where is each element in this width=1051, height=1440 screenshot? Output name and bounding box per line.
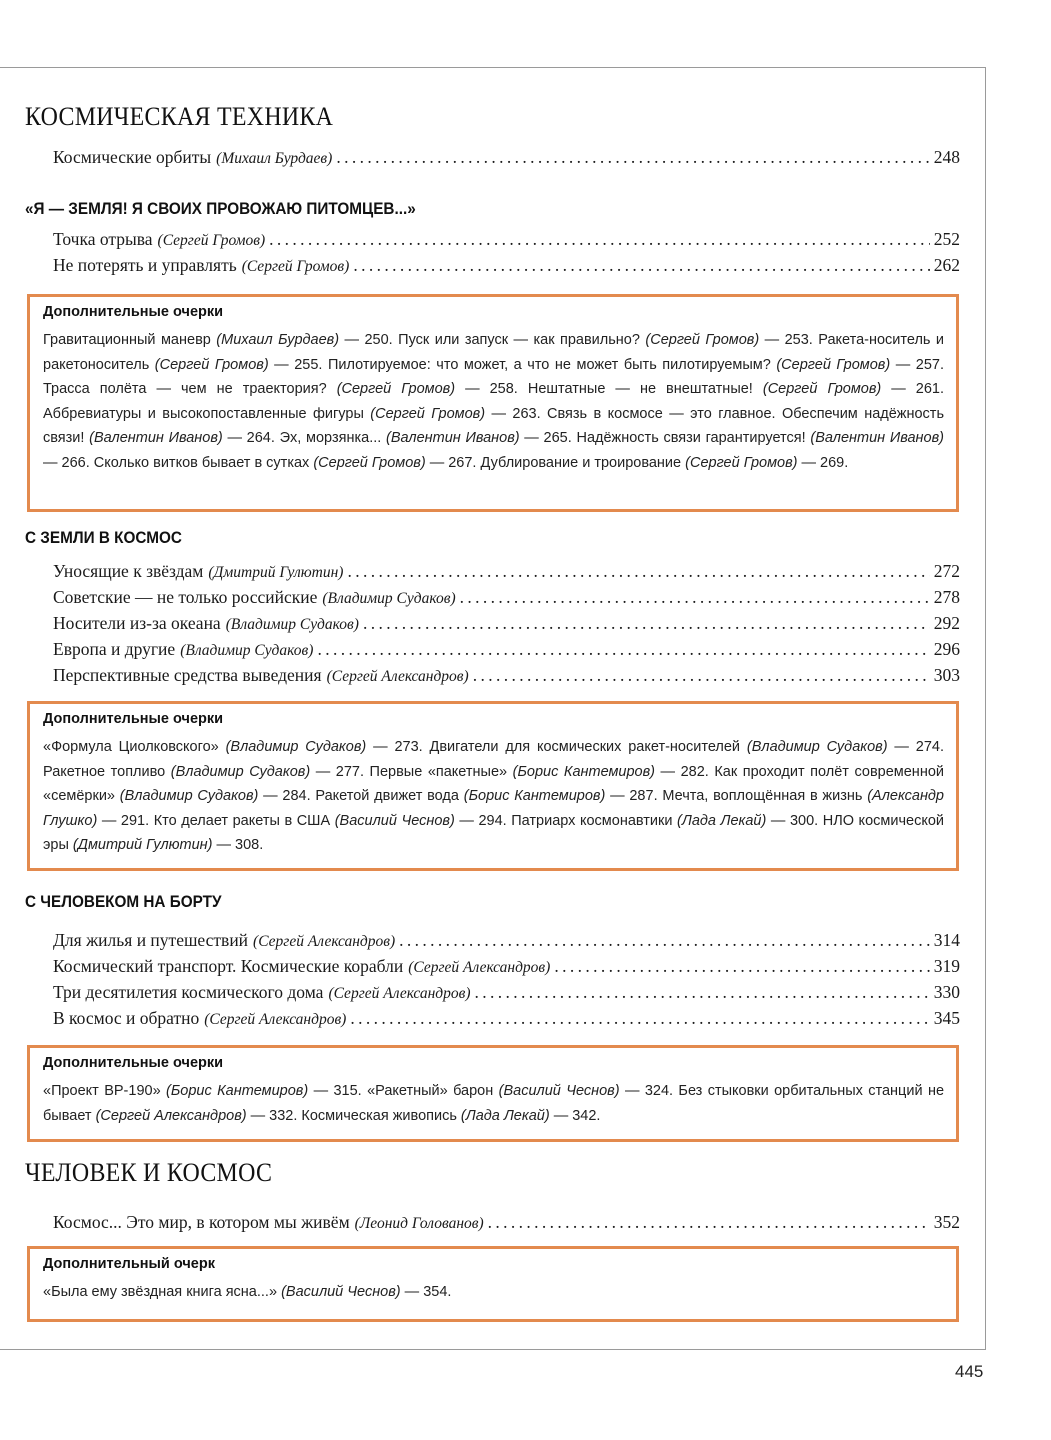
essay-author: (Валентин Иванов) <box>386 430 520 446</box>
entry-title: Космический транспорт. Космические корабли <box>53 956 404 976</box>
entry-title: Советские — не только российские <box>53 587 318 607</box>
essay-title: Без стыковки орбитальных станций не бывает <box>43 1083 945 1124</box>
essay-page: — 274. <box>887 739 944 755</box>
entry-author: (Леонид Голованов) <box>354 1215 484 1232</box>
toc-entry[interactable] <box>53 956 960 980</box>
essay-author: (Борис Кантемиров) <box>166 1083 309 1099</box>
essay-page: — 315. <box>308 1083 368 1099</box>
entry-page: 345 <box>933 1008 960 1028</box>
entry-title: Космос... Это мир, в котором мы живём <box>53 1212 350 1232</box>
essay-title: Мечта, воплощённая в жизнь <box>662 788 868 804</box>
entry-page: 248 <box>933 147 960 167</box>
entry-title: Перспективные средства выведения <box>53 665 322 685</box>
essay-author: (Лада Лекай) <box>460 1107 550 1124</box>
essay-author: (Василий Чеснов) <box>334 812 455 829</box>
essay-page: — 273. <box>366 739 430 755</box>
essay-title: Надёжность связи гарантируется! <box>576 430 811 446</box>
essays-heading: Дополнительный очерк <box>43 1256 215 1272</box>
part-title: ЧЕЛОВЕК И КОСМОС <box>25 1158 273 1187</box>
essay-page: — 324. <box>619 1083 679 1099</box>
dot-leader <box>347 561 929 582</box>
essay-page: — 253. <box>759 332 819 348</box>
essay-page: — 258. <box>455 381 528 397</box>
essay-page: — 354. <box>400 1284 452 1300</box>
essay-author: (Владимир Судаков) <box>746 739 888 755</box>
essay-title: Связь в космосе — это главное. Обеспечим надёжность связи! <box>43 405 945 446</box>
essay-title: Трасса полёта — чем не траектория? <box>43 381 337 397</box>
essay-author: (Сергей Александров) <box>95 1107 247 1124</box>
essay-title: «Была ему звёздная книга ясна...» <box>43 1284 282 1300</box>
entry-author: (Сергей Александров) <box>328 985 471 1002</box>
toc-entry[interactable] <box>53 1212 960 1236</box>
essay-page: — 263. <box>485 405 548 422</box>
toc-entry[interactable] <box>53 587 960 611</box>
essay-page: — 342. <box>549 1107 601 1124</box>
essay-title: Ракета-носитель и ракетоноситель <box>43 332 945 373</box>
entry-title: Уносящие к звёздам <box>53 561 204 581</box>
essays-list <box>43 735 944 858</box>
additional-essay-box <box>27 1246 959 1322</box>
entry-author: (Сергей Александров) <box>253 933 396 950</box>
entry-title: Не потерять и управлять <box>53 255 237 275</box>
section-title: С ЧЕЛОВЕКОМ НА БОРТУ <box>25 892 222 911</box>
toc-entry[interactable] <box>53 639 960 663</box>
essay-page: — 308. <box>212 837 264 853</box>
essay-author: (Владимир Судаков) <box>225 739 367 755</box>
entry-author: (Владимир Судаков) <box>180 642 314 659</box>
entry-page: 278 <box>933 587 960 607</box>
essay-page: — 284. <box>258 788 316 804</box>
entry-author: (Владимир Судаков) <box>225 616 359 633</box>
essay-author: (Владимир Судаков) <box>170 763 311 780</box>
entry-title: Для жилья и путешествий <box>53 930 249 950</box>
essay-author: (Василий Чеснов) <box>281 1284 401 1300</box>
essay-author: (Владимир Судаков) <box>119 788 259 804</box>
essay-page: — 332. <box>246 1107 302 1124</box>
essay-author: (Александр Глушко) <box>43 788 945 829</box>
dot-leader <box>488 1212 930 1233</box>
entry-author: (Сергей Александров) <box>408 959 551 976</box>
essay-author: (Борис Кантемиров) <box>463 788 606 804</box>
entry-author: (Михаил Бурдаев) <box>216 150 333 167</box>
dot-leader <box>475 982 930 1003</box>
essay-author: (Михаил Бурдаев) <box>216 332 340 348</box>
entry-page: 303 <box>933 665 960 685</box>
dot-leader <box>350 1008 929 1029</box>
toc-entry[interactable] <box>53 982 960 1006</box>
essay-author: (Борис Кантемиров) <box>512 763 655 780</box>
essay-page: — 294. <box>454 812 512 829</box>
essays-list <box>43 1079 944 1128</box>
essay-title: Ракетное топливо <box>43 763 171 780</box>
dot-leader <box>554 956 929 977</box>
dot-leader <box>269 229 930 250</box>
toc-entry[interactable] <box>53 255 960 279</box>
entry-page: 262 <box>933 255 960 275</box>
dot-leader <box>399 930 930 951</box>
essay-page: — 277. <box>310 763 370 780</box>
toc-entry[interactable] <box>53 665 960 689</box>
essay-title: Гравитационный маневр <box>43 332 217 348</box>
essay-author: (Валентин Иванов) <box>89 430 223 446</box>
entry-title: Три десятилетия космического дома <box>53 982 324 1002</box>
entry-page: 252 <box>933 229 960 249</box>
essay-title: Пуск или запуск — как правильно? <box>398 332 646 348</box>
essay-title: НЛО космической эры <box>43 812 944 853</box>
entry-page: 292 <box>933 613 960 633</box>
entry-author: (Сергей Александров) <box>204 1011 347 1028</box>
additional-essays-box <box>27 294 959 512</box>
entry-page: 314 <box>933 930 960 950</box>
essay-title: «Ракетный» барон <box>367 1083 499 1099</box>
essay-title: Космическая живопись <box>301 1107 461 1124</box>
essay-author: (Сергей Громов) <box>645 332 760 348</box>
toc-entry[interactable] <box>53 613 960 637</box>
essay-page: — 257. <box>890 356 944 373</box>
toc-entry[interactable] <box>53 930 960 954</box>
section-title: С ЗЕМЛИ В КОСМОС <box>25 528 182 547</box>
entry-author: (Дмитрий Гулютин) <box>208 564 344 581</box>
essay-title: Двигатели для космических ракет-носителей <box>429 739 747 755</box>
essay-title: Сколько витков бывает в сутках <box>93 454 314 471</box>
entry-author: (Сергей Громов) <box>241 258 350 275</box>
essays-heading: Дополнительные очерки <box>43 711 224 727</box>
essay-author: (Дмитрий Гулютин) <box>72 837 213 853</box>
dot-leader <box>336 147 929 168</box>
essay-page: — 264. <box>222 430 280 446</box>
essays-heading: Дополнительные очерки <box>43 1055 224 1071</box>
dot-leader <box>460 587 930 608</box>
essay-title: Как проходит полёт современной «семёрки» <box>43 763 944 804</box>
entry-title: Точка отрыва <box>53 229 153 249</box>
entry-title: Космические орбиты <box>53 147 212 167</box>
essay-page: — 265. <box>519 430 577 446</box>
essay-title: Кто делает ракеты в США <box>153 812 335 829</box>
entry-author: (Сергей Александров) <box>326 668 469 685</box>
dot-leader <box>317 639 929 660</box>
essay-title: Ракетой движет вода <box>315 788 464 804</box>
essay-author: (Сергей Громов) <box>336 381 456 397</box>
section-title: «Я — ЗЕМЛЯ! Я СВОИХ ПРОВОЖАЮ ПИТОМЦЕВ...» <box>25 199 416 218</box>
essay-page: — 282. <box>655 763 715 780</box>
essay-page: — 291. <box>97 812 154 829</box>
essay-page: — 266. <box>43 454 94 471</box>
essay-author: (Сергей Громов) <box>685 454 798 471</box>
essay-author: (Сергей Громов) <box>370 405 486 422</box>
essay-page: — 250. <box>339 332 399 348</box>
part-title: КОСМИЧЕСКАЯ ТЕХНИКА <box>25 102 334 131</box>
essay-author: (Василий Чеснов) <box>498 1083 620 1099</box>
essays-list <box>43 1280 944 1305</box>
essay-title: Первые «пакетные» <box>369 763 513 780</box>
essay-author: (Валентин Иванов) <box>810 430 944 446</box>
toc-entry[interactable] <box>53 147 960 171</box>
dot-leader <box>353 255 929 276</box>
additional-essays-box <box>27 1045 959 1142</box>
essay-author: (Сергей Громов) <box>776 356 891 373</box>
essay-author: (Сергей Громов) <box>762 381 882 397</box>
essay-author: (Сергей Громов) <box>154 356 269 373</box>
entry-title: Европа и другие <box>53 639 176 659</box>
entry-author: (Владимир Судаков) <box>322 590 456 607</box>
essay-author: (Сергей Громов) <box>313 454 426 471</box>
essay-title: Нештатные — не внештатные! <box>527 381 763 397</box>
essays-list <box>43 328 944 475</box>
essay-page: — 269. <box>797 454 849 471</box>
essay-title: Пилотируемое: что может, а что не может быть пилотируемым? <box>327 356 777 373</box>
toc-entry[interactable] <box>53 561 960 585</box>
toc-entry[interactable] <box>53 229 960 253</box>
entry-page: 296 <box>933 639 960 659</box>
entry-author: (Сергей Громов) <box>157 232 266 249</box>
essay-title: «Проект ВР-190» <box>43 1083 167 1099</box>
essay-page: — 267. <box>425 454 481 471</box>
additional-essays-box <box>27 701 959 871</box>
entry-page: 272 <box>933 561 960 581</box>
essay-title: Патриарх космонавтики <box>511 812 678 829</box>
toc-entry[interactable] <box>53 1008 960 1032</box>
essay-author: (Лада Лекай) <box>677 812 767 829</box>
essay-page: — 261. <box>881 381 945 397</box>
essay-title: Аббревиатуры и высокопоставленные фигуры <box>43 405 371 422</box>
essay-page: — 287. <box>605 788 663 804</box>
entry-page: 330 <box>933 982 960 1002</box>
entry-title: В космос и обратно <box>53 1008 200 1028</box>
essays-heading: Дополнительные очерки <box>43 304 224 320</box>
essay-title: Эх, морзянка... <box>279 430 386 446</box>
essay-title: Дублирование и троирование <box>480 454 686 471</box>
page-number: 445 <box>955 1362 984 1381</box>
dot-leader <box>473 665 930 686</box>
essay-page: — 300. <box>766 812 823 829</box>
entry-page: 352 <box>933 1212 960 1232</box>
entry-title: Носители из-за океана <box>53 613 221 633</box>
entry-page: 319 <box>933 956 960 976</box>
essay-page: — 255. <box>268 356 328 373</box>
dot-leader <box>363 613 930 634</box>
essay-title: «Формула Циолковского» <box>43 739 226 755</box>
